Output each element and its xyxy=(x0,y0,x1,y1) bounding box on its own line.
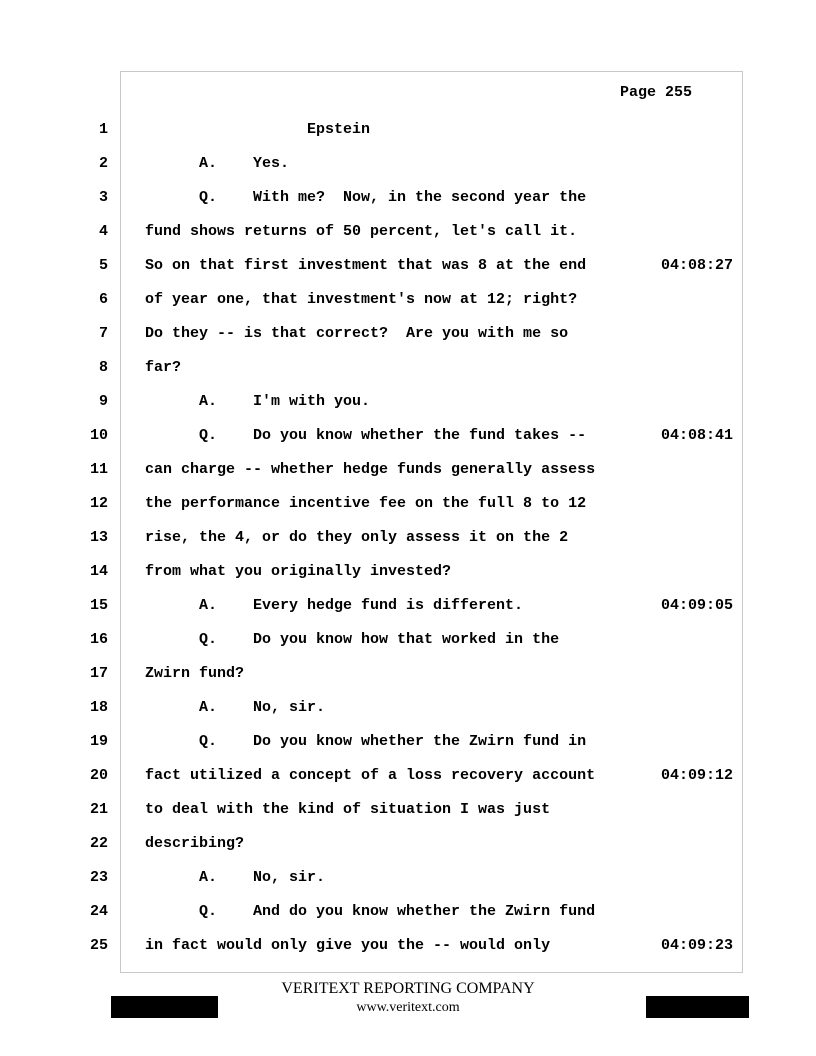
redaction-bar-left xyxy=(111,996,218,1018)
transcript-line xyxy=(0,359,816,379)
line-text: Q. Do you know whether the fund takes -- xyxy=(145,427,587,444)
transcript-line xyxy=(0,835,816,855)
line-text: So on that first investment that was 8 at the end xyxy=(145,257,587,274)
line-text: Q. Do you know how that worked in the xyxy=(145,631,560,648)
transcript-line xyxy=(0,495,816,515)
line-text: A. No, sir. xyxy=(145,699,326,716)
transcript-line xyxy=(0,325,816,345)
line-number: 5 xyxy=(98,257,108,274)
line-text: Q. Do you know whether the Zwirn fund in xyxy=(145,733,587,750)
footer-website: www.veritext.com xyxy=(356,1000,460,1015)
redaction-bar-right xyxy=(646,996,749,1018)
footer-company-name: VERITEXT REPORTING COMPANY xyxy=(281,980,535,997)
line-number: 24 xyxy=(89,903,108,920)
line-text: Zwirn fund? xyxy=(145,665,245,682)
line-text: describing? xyxy=(145,835,245,852)
line-number: 1 xyxy=(98,121,108,138)
transcript-line xyxy=(0,631,816,651)
line-text: rise, the 4, or do they only assess it on the 2 xyxy=(145,529,569,546)
line-number: 17 xyxy=(89,665,108,682)
line-text: Q. And do you know whether the Zwirn fund xyxy=(145,903,596,920)
transcript-line xyxy=(0,937,816,957)
line-number: 11 xyxy=(89,461,108,478)
line-number: 13 xyxy=(89,529,108,546)
line-number: 12 xyxy=(89,495,108,512)
line-number: 6 xyxy=(98,291,108,308)
transcript-line xyxy=(0,427,816,447)
line-text: A. I'm with you. xyxy=(145,393,371,410)
line-text: to deal with the kind of situation I was just xyxy=(145,801,551,818)
line-number: 14 xyxy=(89,563,108,580)
timestamp: 04:09:23 xyxy=(661,937,734,954)
line-text: fact utilized a concept of a loss recovery account xyxy=(145,767,596,784)
line-number: 16 xyxy=(89,631,108,648)
line-number: 20 xyxy=(89,767,108,784)
line-number: 22 xyxy=(89,835,108,852)
transcript-line xyxy=(0,189,816,209)
page-number: Page 255 xyxy=(620,84,693,101)
line-number: 2 xyxy=(98,155,108,172)
transcript-line xyxy=(0,699,816,719)
line-number: 21 xyxy=(89,801,108,818)
line-number: 3 xyxy=(98,189,108,206)
line-number: 8 xyxy=(98,359,108,376)
line-number: 15 xyxy=(89,597,108,614)
line-number: 9 xyxy=(98,393,108,410)
line-number: 23 xyxy=(89,869,108,886)
line-text: Do they -- is that correct? Are you with me so xyxy=(145,325,569,342)
timestamp: 04:08:27 xyxy=(661,257,734,274)
line-number: 7 xyxy=(98,325,108,342)
line-text: in fact would only give you the -- would only xyxy=(145,937,551,954)
line-text: can charge -- whether hedge funds generally assess xyxy=(145,461,596,478)
line-text: the performance incentive fee on the full 8 to 12 xyxy=(145,495,587,512)
transcript-line xyxy=(0,767,816,787)
line-text: of year one, that investment's now at 12; right? xyxy=(145,291,578,308)
line-number: 18 xyxy=(89,699,108,716)
line-text: Q. With me? Now, in the second year the xyxy=(145,189,587,206)
transcript-line xyxy=(0,121,816,141)
line-text: A. Every hedge fund is different. xyxy=(145,597,524,614)
transcript-line xyxy=(0,869,816,889)
transcript-line xyxy=(0,223,816,243)
transcript-line xyxy=(0,665,816,685)
line-number: 10 xyxy=(89,427,108,444)
transcript-line xyxy=(0,801,816,821)
line-text: A. Yes. xyxy=(145,155,290,172)
line-text: from what you originally invested? xyxy=(145,563,452,580)
transcript-line xyxy=(0,291,816,311)
transcript-line xyxy=(0,257,816,277)
timestamp: 04:08:41 xyxy=(661,427,734,444)
line-number: 25 xyxy=(89,937,108,954)
timestamp: 04:09:05 xyxy=(661,597,734,614)
line-number: 4 xyxy=(98,223,108,240)
line-text: far? xyxy=(145,359,182,376)
transcript-line xyxy=(0,733,816,753)
line-number: 19 xyxy=(89,733,108,750)
transcript-line xyxy=(0,155,816,175)
transcript-line xyxy=(0,393,816,413)
transcript-line xyxy=(0,563,816,583)
line-text: Epstein xyxy=(145,121,371,138)
transcript-line xyxy=(0,461,816,481)
transcript-line xyxy=(0,597,816,617)
timestamp: 04:09:12 xyxy=(661,767,734,784)
line-text: A. No, sir. xyxy=(145,869,326,886)
line-text: fund shows returns of 50 percent, let's call it. xyxy=(145,223,578,240)
transcript-line xyxy=(0,903,816,923)
transcript-line xyxy=(0,529,816,549)
